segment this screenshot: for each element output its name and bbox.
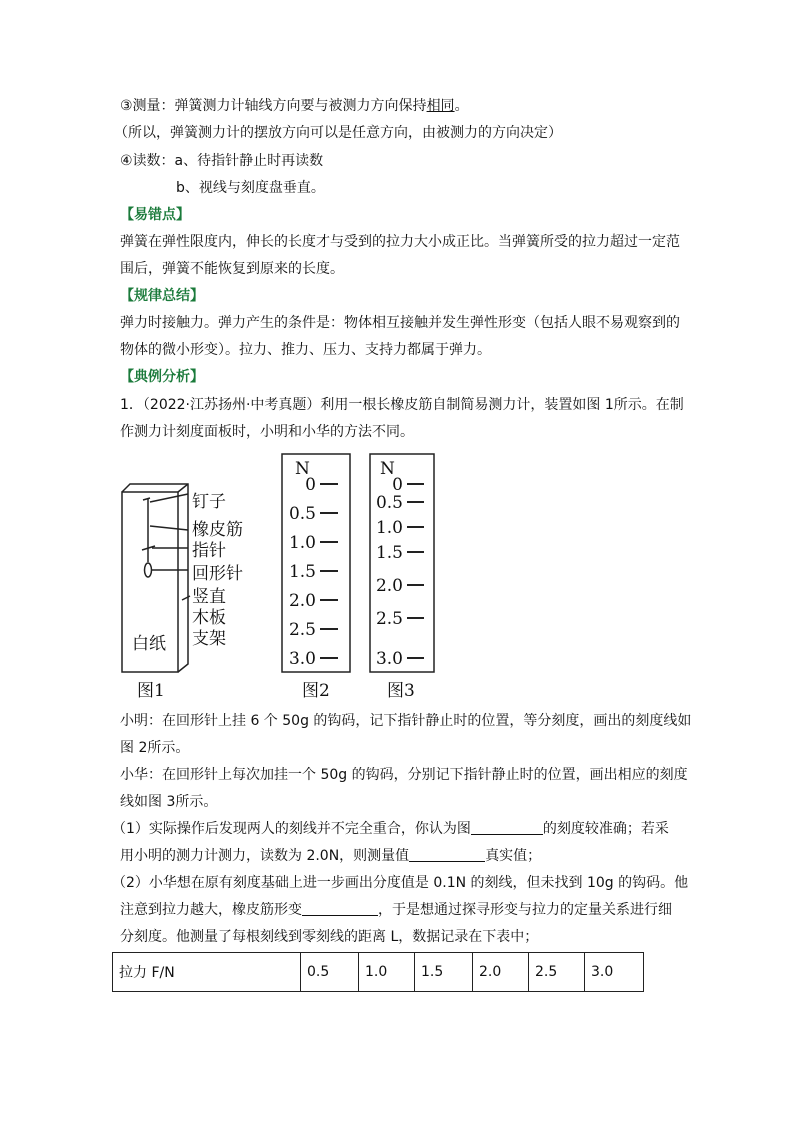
text: 的刻度较准确；若采 [542,821,669,837]
caption-fig1: 图1 [137,681,165,701]
label-nail: 钉子 [192,492,226,512]
mistakes-text-2: 围后，弹簧不能恢复到原来的长度。 [120,261,344,277]
xiaohua-method-2: 线如图 3所示。 [120,794,218,810]
summary-text-1: 弹力时接触力。弹力产生的条件是：物体相互接触并发生弹性形变（包括人眼不易观察到的 [120,315,680,331]
fig3-tick-label: 1.0 [375,518,403,538]
answer-blank-3[interactable] [302,900,378,916]
fig3-tick-label: 3.0 [375,649,403,669]
table-cell: 0.5 [301,953,359,992]
fig3-tick-label: 1.5 [375,543,403,563]
label-pointer: 指针 [192,541,226,561]
answer-blank-1[interactable] [471,819,543,835]
data-table [112,952,644,992]
xiaoming-method-2: 图 2所示。 [120,740,190,756]
fig3-tick-label: 0.5 [375,493,403,513]
underlined-word: 相同 [426,98,455,114]
question-1-line-1: 1．（2022·江苏扬州·中考真题）利用一根长橡皮筋自制简易测力计，装置如图 1所示。在制 [120,397,684,413]
summary-text-2: 物体的微小形变）。拉力、推力、压力、支持力都属于弹力。 [120,342,491,358]
table-cell: 1.0 [359,953,415,992]
xiaoming-method-1: 小明：在回形针上挂 6 个 50g 的钩码，记下指针静止时的位置，等分刻度，画出的刻度线如 [120,713,692,729]
table-cell: 2.5 [529,953,585,992]
question-1-line-2: 作测力计刻度面板时，小明和小华的方法不同。 [120,424,414,440]
paper-clip [145,563,152,577]
label-white-paper: 白纸 [132,634,166,654]
caption-fig2: 图2 [302,681,330,701]
answer-blank-2[interactable] [409,846,485,862]
fig2-tick-label: 0 [305,475,316,495]
heading-summary: 【规律总结】 [120,288,204,304]
reading-rule-a: ④读数：a、待指针静止时再读数 [120,153,324,169]
text: ③测量：弹簧测力计轴线方向要与被测力方向保持 [120,98,427,114]
text: ，于是想通过探寻形变与拉力的定量关系进行细 [378,902,672,918]
fig2-tick-label: 2.0 [288,591,316,611]
fig3-tick-label: 2.5 [375,609,403,629]
xiaohua-method-1: 小华：在回形针上每次加挂一个 50g 的钩码，分别记下指针静止时的位置，画出相应的刻度 [120,767,688,783]
caption-fig3: 图3 [387,681,415,701]
table-cell: 1.5 [415,953,473,992]
nail [143,498,150,500]
heading-mistakes: 【易错点】 [120,207,190,223]
table-row [113,953,644,992]
fig2-tick-label: 3.0 [288,649,316,669]
fig2-tick-label: 2.5 [288,620,316,640]
figure-diagram [110,450,450,705]
fig2-tick-label: 1.5 [288,562,316,582]
sub-question-2-line-3: 分刻度。他测量了每根刻线到零刻线的距离 L，数据记录在下表中； [120,929,539,945]
text: 用小明的测力计测力，读数为 2.0N，则测量值 [120,848,410,864]
sub-question-1-line-2 [120,846,541,866]
label-paper-clip: 回形针 [192,564,243,584]
text: 。 [454,98,469,114]
reading-rule-b: b、视线与刻度盘垂直。 [176,180,325,196]
fig2-tick-label: 1.0 [288,533,316,553]
table-cell: 3.0 [585,953,644,992]
measure-rule [120,96,469,116]
text: 注意到拉力越大，橡皮筋形变 [120,902,302,918]
fig3-tick-label: 2.0 [375,576,403,596]
text: 真实值； [485,848,542,864]
label-vertical: 竖直 [192,587,226,607]
text: （1）实际操作后发现两人的刻线并不完全重合，你认为图 [112,821,471,837]
sub-question-1-line-1 [112,819,669,839]
fig2-unit: N [295,459,310,479]
sub-question-2-line-2 [120,900,672,920]
heading-example: 【典例分析】 [120,369,204,385]
label-stand: 支架 [192,629,226,649]
label-wood: 木板 [192,608,226,628]
mistakes-text-1: 弹簧在弹性限度内，伸长的长度才与受到的拉力大小成正比。当弹簧所受的拉力超过一定范 [120,234,680,250]
table-header-cell: 拉力 F/N [113,953,301,992]
fig3-tick-label: 0 [392,475,403,495]
fig3-unit: N [380,459,395,479]
table-cell: 2.0 [473,953,529,992]
sub-question-2-line-1: （2）小华想在原有刻度基础上进一步画出分度值是 0.1N 的刻线，但未找到 10g 的钩码。他 [112,875,689,891]
fig2-tick-label: 0.5 [288,504,316,524]
placement-note: （所以，弹簧测力计的摆放方向可以是任意方向，由被测力的方向决定） [114,125,562,141]
label-rubber-band: 橡皮筋 [192,520,243,540]
